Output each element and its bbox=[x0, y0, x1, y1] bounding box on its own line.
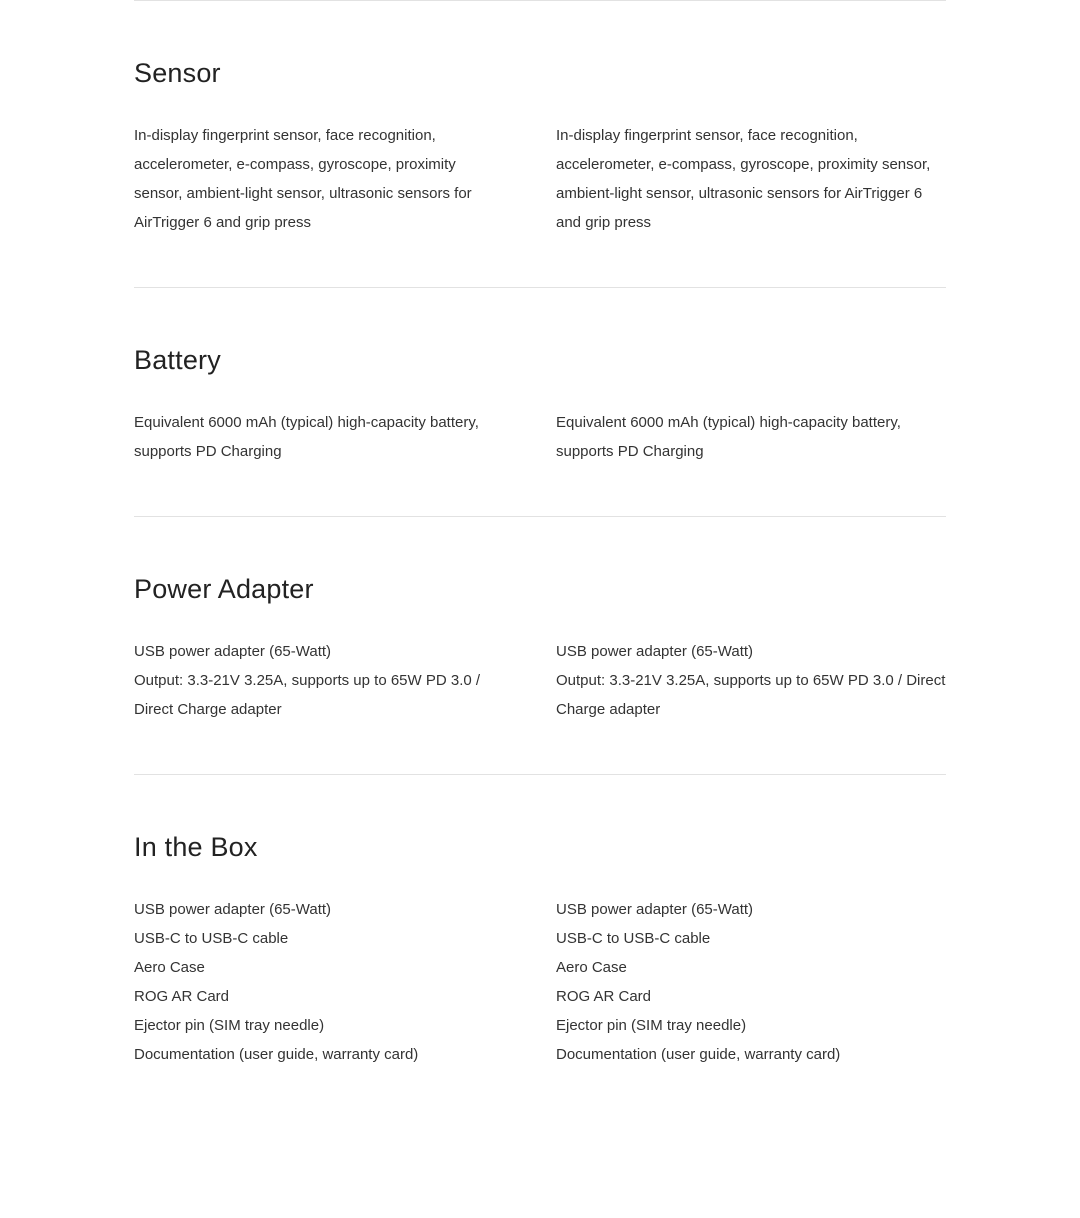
spec-column-right bbox=[556, 121, 946, 237]
spec-text: In-display fingerprint sensor, face recognition, accelerometer, e-compass, gyroscope, proximity sensor, ambient-light sensor, ultrasonic sensors for AirTrigger 6 and grip press bbox=[134, 127, 472, 231]
spec-section-battery bbox=[134, 288, 946, 517]
spec-section-in-the-box bbox=[134, 775, 946, 1175]
section-title: In the Box bbox=[134, 832, 258, 862]
spec-columns bbox=[134, 408, 946, 466]
box-item: Documentation (user guide, warranty card) bbox=[556, 1046, 841, 1063]
box-item: Aero Case bbox=[134, 959, 205, 976]
spec-text: Equivalent 6000 mAh (typical) high-capacity battery, supports PD Charging bbox=[134, 414, 479, 460]
box-item: Ejector pin (SIM tray needle) bbox=[556, 1017, 747, 1034]
box-item: USB power adapter (65-Watt) bbox=[556, 901, 754, 918]
section-title: Sensor bbox=[134, 58, 221, 88]
spec-column-left bbox=[134, 408, 556, 466]
spec-column-left bbox=[134, 895, 556, 1069]
box-item: Aero Case bbox=[556, 959, 627, 976]
spec-columns bbox=[134, 637, 946, 724]
box-item: Documentation (user guide, warranty card) bbox=[134, 1046, 419, 1063]
box-item: ROG AR Card bbox=[134, 988, 230, 1005]
spec-text: USB power adapter (65-Watt) bbox=[134, 643, 332, 660]
spec-text: Equivalent 6000 mAh (typical) high-capacity battery, supports PD Charging bbox=[556, 414, 901, 460]
spec-list bbox=[134, 0, 946, 1175]
spec-column-left bbox=[134, 121, 556, 237]
spec-text: USB power adapter (65-Watt) bbox=[556, 643, 754, 660]
spec-column-right bbox=[556, 637, 946, 724]
spec-text: In-display fingerprint sensor, face recognition, accelerometer, e-compass, gyroscope, proximity sensor, ambient-light sensor, ultrasonic sensors for AirTrigger 6 and grip press bbox=[556, 127, 931, 231]
box-item: USB-C to USB-C cable bbox=[134, 930, 289, 947]
spec-text: Output: 3.3-21V 3.25A, supports up to 65W PD 3.0 / Direct Charge adapter bbox=[134, 672, 481, 718]
spec-columns bbox=[134, 121, 946, 237]
spec-section-power-adapter bbox=[134, 517, 946, 775]
box-item: Ejector pin (SIM tray needle) bbox=[134, 1017, 325, 1034]
section-title: Battery bbox=[134, 345, 221, 375]
box-item: ROG AR Card bbox=[556, 988, 652, 1005]
spec-column-left bbox=[134, 637, 556, 724]
spec-column-right bbox=[556, 895, 946, 1069]
box-item: USB power adapter (65-Watt) bbox=[134, 901, 332, 918]
spec-section-sensor bbox=[134, 1, 946, 288]
box-item: USB-C to USB-C cable bbox=[556, 930, 711, 947]
spec-text: Output: 3.3-21V 3.25A, supports up to 65W PD 3.0 / Direct Charge adapter bbox=[556, 672, 946, 718]
spec-column-right bbox=[556, 408, 946, 466]
section-title: Power Adapter bbox=[134, 574, 314, 604]
spec-columns bbox=[134, 895, 946, 1069]
